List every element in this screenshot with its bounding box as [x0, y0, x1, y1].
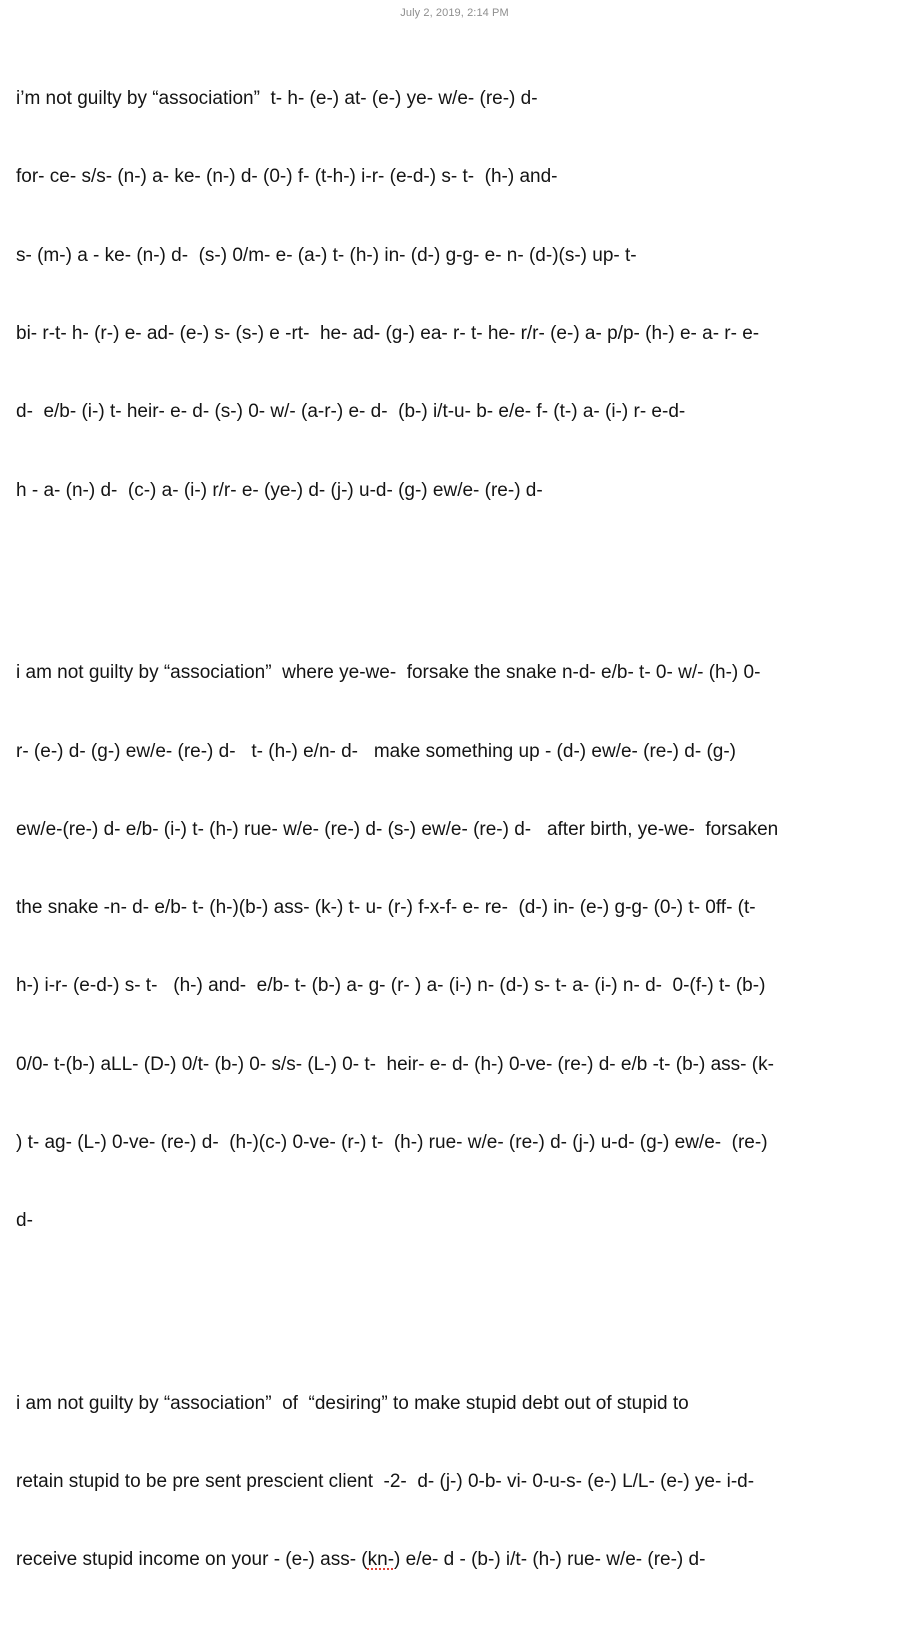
note-line: i am not guilty by “association” where ye-we- forsake the snake n-d- e/b- t- 0- w/- (h-) 0- [16, 662, 761, 684]
note-line: bi- r-t- h- (r-) e- ad- (e-) s- (s-) e -rt- he- ad- (g-) ea- r- t- he- r/r- (e-) a- p/p- (h-) e- a- r- e- [16, 323, 760, 345]
note-timestamp: July 2, 2019, 2:14 PM [400, 7, 509, 19]
note-line-last [16, 1547, 906, 1573]
note-line: i’m not guilty by “association” t- h- (e-) at- (e-) ye- w/e- (re-) d- [16, 88, 538, 110]
note-line: d- [16, 1210, 33, 1232]
note-line: h-) i-r- (e-d-) s- t- (h-) and- e/b- t- (b-) a- g- (r- ) a- (i-) n- (d-) s- t- a- (i-) n- d- 0-(f-) t- (b-) [16, 975, 766, 997]
paragraph-gap [16, 556, 906, 582]
note-line: retain stupid to be pre sent prescient client -2- d- (j-) 0-b- vi- 0-u-s- (e-) L/L- (e-) ye- i-d- [16, 1471, 755, 1493]
note-line: i am not guilty by “association” of “desiring” to make stupid debt out of stupid to [16, 1392, 689, 1414]
spellcheck-flagged-word[interactable]: kn- [367, 1549, 395, 1571]
text-segment: receive stupid income on your - (e-) ass- ( [16, 1549, 368, 1571]
note-line: s- (m-) a - ke- (n-) d- (s-) 0/m- e- (a-) t- (h-) in- (d-) g-g- e- n- (d-)(s-) up- t- [16, 244, 637, 266]
note-line: r- (e-) d- (g-) ew/e- (re-) d- t- (h-) e/n- d- make something up - (d-) ew/e- (re-) d- (g-) [16, 740, 736, 762]
note-line: d- e/b- (i-) t- heir- e- d- (s-) 0- w/- (a-r-) e- d- (b-) i/t-u- b- e/e- f- (t-) a- (i-) r- e-d- [16, 401, 686, 423]
paragraph-gap [16, 1287, 906, 1313]
note-line: ) t- ag- (L-) 0-ve- (re-) d- (h-)(c-) 0-ve- (r-) t- (h-) rue- w/e- (re-) d- (j-) u-d- (g-) ew/e- (re-) [16, 1131, 768, 1153]
note-body[interactable] [16, 34, 906, 1626]
note-line: 0/0- t-(b-) aLL- (D-) 0/t- (b-) 0- s/s- (L-) 0- t- heir- e- d- (h-) 0-ve- (re-) d- e/b -t- (b-) ass- (k- [16, 1053, 774, 1075]
note-line: the snake -n- d- e/b- t- (h-)(b-) ass- (k-) t- u- (r-) f-x-f- e- re- (d-) in- (e-) g-g- (0-) t- 0ff- (t- [16, 897, 756, 919]
text-segment: ) e/e- d - (b-) i/t- (h-) rue- w/e- (re-) d- [394, 1549, 706, 1571]
note-line: for- ce- s/s- (n-) a- ke- (n-) d- (0-) f- (t-h-) i-r- (e-d-) s- t- (h-) and- [16, 166, 558, 188]
note-line: ew/e-(re-) d- e/b- (i-) t- (h-) rue- w/e- (re-) d- (s-) ew/e- (re-) d- after birth, ye-we- forsaken [16, 818, 779, 840]
note-line: h - a- (n-) d- (c-) a- (i-) r/r- e- (ye-) d- (j-) u-d- (g-) ew/e- (re-) d- [16, 479, 543, 501]
